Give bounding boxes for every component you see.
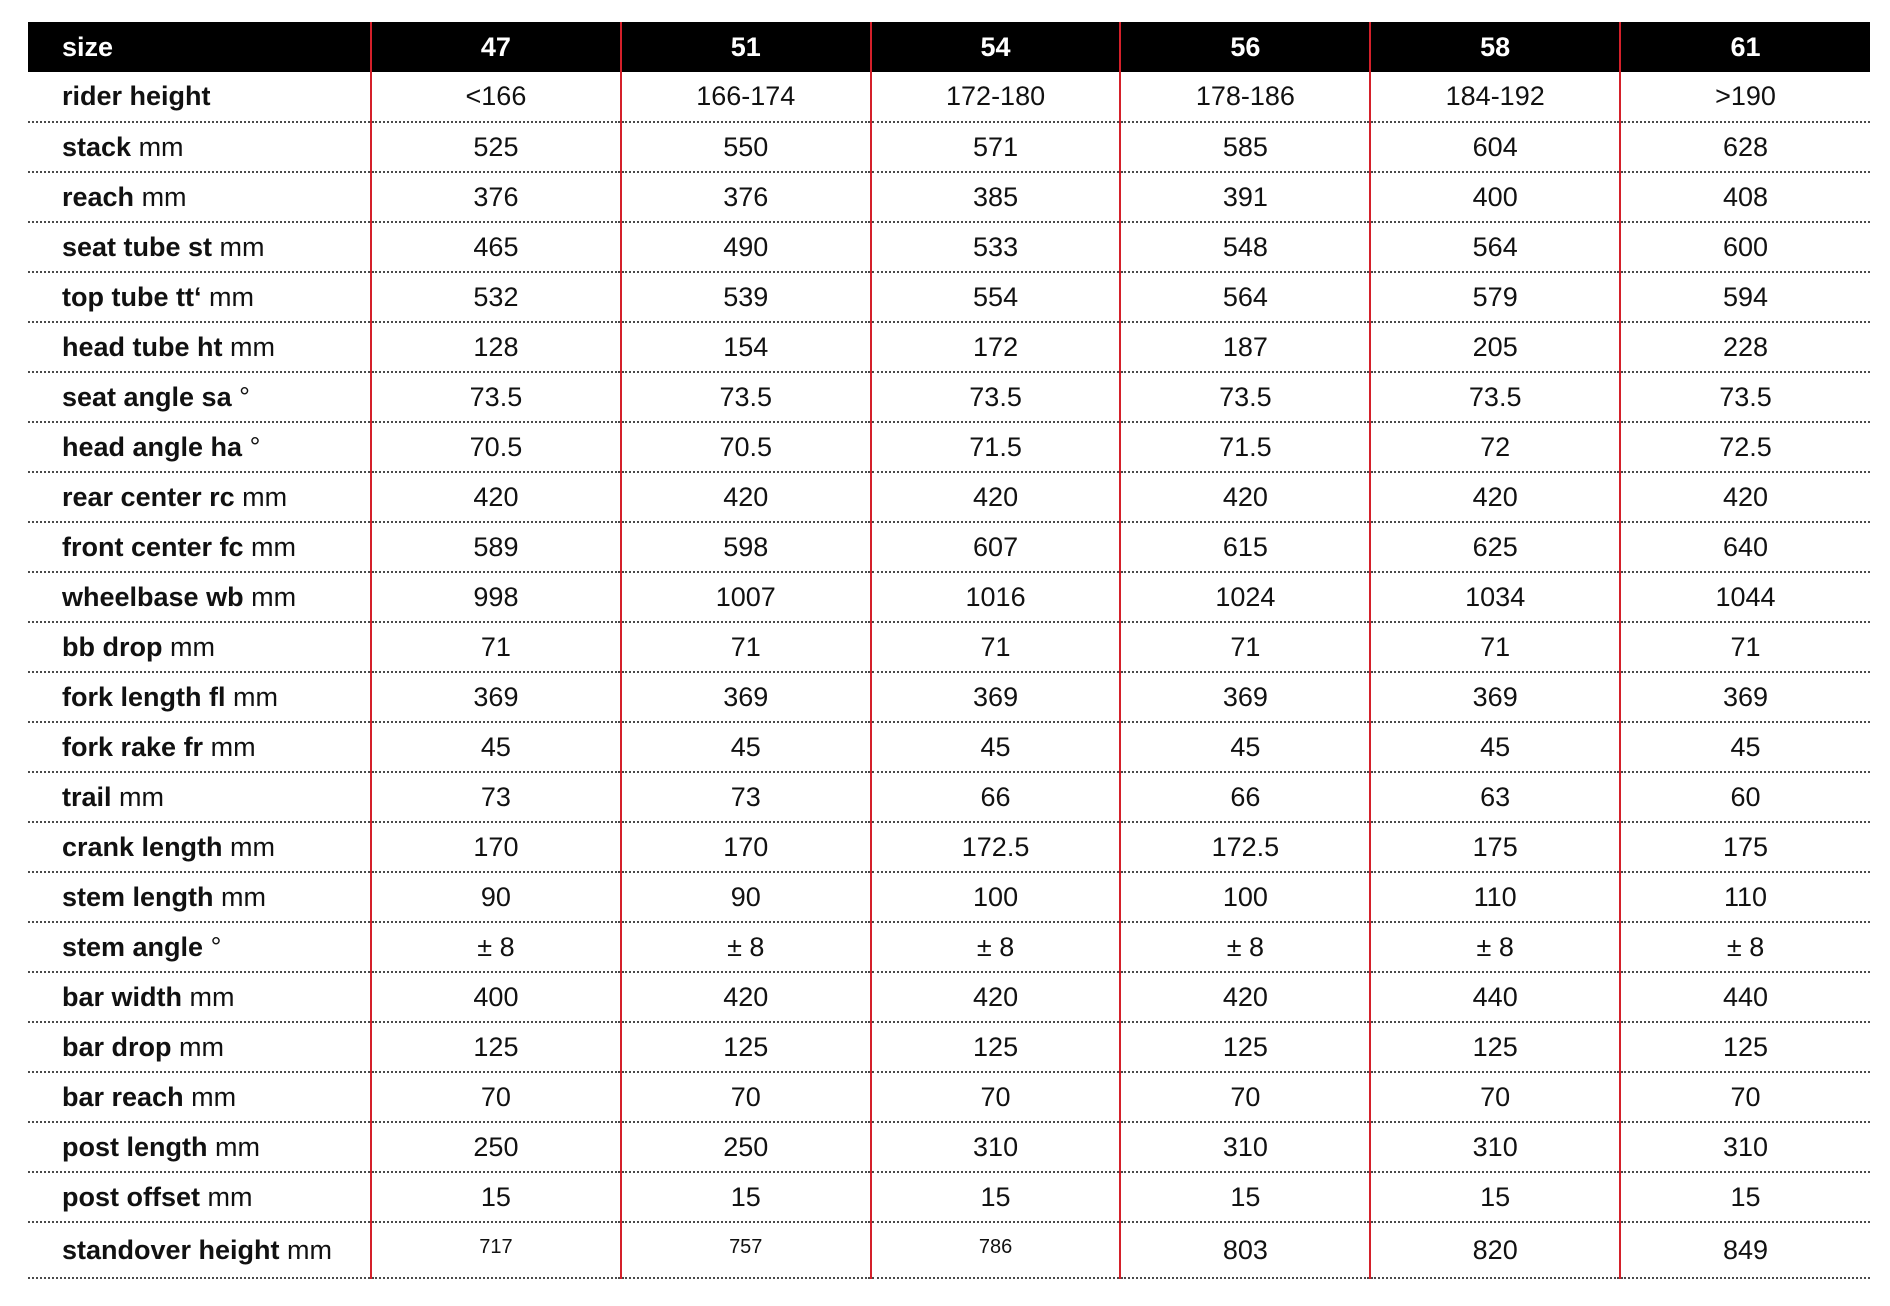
row-label xyxy=(28,322,371,372)
row-label-unit: ° xyxy=(242,431,261,462)
row-label-unit: mm xyxy=(207,1131,260,1162)
value-cell: 369 xyxy=(371,672,621,722)
value-cell: 70 xyxy=(1620,1072,1870,1122)
row-label xyxy=(28,622,371,672)
row-label-unit: mm xyxy=(201,281,254,312)
row-label xyxy=(28,1022,371,1072)
row-label-unit: mm xyxy=(134,181,187,212)
value-cell: 420 xyxy=(1620,472,1870,522)
value-cell: 369 xyxy=(621,672,871,722)
value-cell: 604 xyxy=(1370,122,1620,172)
value-cell: 376 xyxy=(621,172,871,222)
value-cell: 71 xyxy=(871,622,1121,672)
value-cell: 376 xyxy=(371,172,621,222)
value-cell: ± 8 xyxy=(871,922,1121,972)
value-cell: 100 xyxy=(1120,872,1370,922)
row-label-name: seat angle sa xyxy=(62,381,232,412)
value-cell: 1024 xyxy=(1120,572,1370,622)
row-label xyxy=(28,1172,371,1222)
value-cell: 15 xyxy=(371,1172,621,1222)
row-label-name: stem angle xyxy=(62,931,204,962)
table-row xyxy=(28,422,1870,472)
value-cell: 1034 xyxy=(1370,572,1620,622)
value-cell: 60 xyxy=(1620,772,1870,822)
value-cell: 73 xyxy=(621,772,871,822)
table-row xyxy=(28,722,1870,772)
row-label-unit: mm xyxy=(203,731,256,762)
value-cell: 786 xyxy=(871,1222,1121,1278)
value-cell: 594 xyxy=(1620,272,1870,322)
row-label-unit: ° xyxy=(231,381,250,412)
header-size-51: 51 xyxy=(621,22,871,72)
value-cell: 66 xyxy=(1120,772,1370,822)
value-cell: 440 xyxy=(1370,972,1620,1022)
value-cell: 400 xyxy=(1370,172,1620,222)
value-cell: 70.5 xyxy=(621,422,871,472)
value-cell: 803 xyxy=(1120,1222,1370,1278)
value-cell: 1007 xyxy=(621,572,871,622)
row-label-name: bar reach xyxy=(62,1081,184,1112)
value-cell: ± 8 xyxy=(621,922,871,972)
table-row xyxy=(28,1072,1870,1122)
row-label xyxy=(28,922,371,972)
table-row xyxy=(28,572,1870,622)
row-label-unit: mm xyxy=(171,1031,224,1062)
value-cell: 71 xyxy=(1370,622,1620,672)
value-cell: 73.5 xyxy=(871,372,1121,422)
table-body xyxy=(28,72,1870,1278)
value-cell: 1016 xyxy=(871,572,1121,622)
value-cell: 100 xyxy=(871,872,1121,922)
value-cell: 71 xyxy=(371,622,621,672)
value-cell: 615 xyxy=(1120,522,1370,572)
row-label-name: trail xyxy=(62,781,112,812)
row-label-unit: mm xyxy=(234,481,288,512)
row-label-name: fork rake fr xyxy=(62,731,204,762)
table-row xyxy=(28,72,1870,122)
row-label-name: front center fc xyxy=(62,531,244,562)
value-cell: 717 xyxy=(371,1222,621,1278)
header-size-label: size xyxy=(28,22,371,72)
value-cell: 310 xyxy=(871,1122,1121,1172)
row-label-unit: mm xyxy=(182,981,235,1012)
value-cell: 172.5 xyxy=(1120,822,1370,872)
row-label-name: crank length xyxy=(62,831,223,862)
row-label-unit: mm xyxy=(131,131,184,162)
value-cell: 598 xyxy=(621,522,871,572)
table-row xyxy=(28,472,1870,522)
row-label-name: standover height xyxy=(62,1234,280,1265)
row-label xyxy=(28,122,371,172)
row-label-name: top tube tt‘ xyxy=(62,281,202,312)
value-cell: 628 xyxy=(1620,122,1870,172)
value-cell: 128 xyxy=(371,322,621,372)
row-label-unit: mm xyxy=(243,531,297,562)
row-label xyxy=(28,722,371,772)
value-cell: 589 xyxy=(371,522,621,572)
row-label-name: stack xyxy=(62,131,132,162)
value-cell: 548 xyxy=(1120,222,1370,272)
table-row xyxy=(28,222,1870,272)
header-row xyxy=(28,22,1870,72)
value-cell: 45 xyxy=(371,722,621,772)
header-size-58: 58 xyxy=(1370,22,1620,72)
value-cell: 15 xyxy=(1370,1172,1620,1222)
value-cell: 525 xyxy=(371,122,621,172)
value-cell: 250 xyxy=(371,1122,621,1172)
value-cell: 71.5 xyxy=(871,422,1121,472)
table-row xyxy=(28,922,1870,972)
row-label-name: bb drop xyxy=(62,631,163,662)
value-cell: 172-180 xyxy=(871,72,1121,122)
value-cell: <166 xyxy=(371,72,621,122)
value-cell: 554 xyxy=(871,272,1121,322)
row-label-name: fork length fl xyxy=(62,681,226,712)
row-label xyxy=(28,172,371,222)
value-cell: 849 xyxy=(1620,1222,1870,1278)
header-size-61: 61 xyxy=(1620,22,1870,72)
value-cell: 1044 xyxy=(1620,572,1870,622)
value-cell: 15 xyxy=(1620,1172,1870,1222)
row-label-name: head angle ha xyxy=(62,431,243,462)
value-cell: 175 xyxy=(1370,822,1620,872)
value-cell: 178-186 xyxy=(1120,72,1370,122)
row-label-unit: mm xyxy=(222,331,275,362)
value-cell: 490 xyxy=(621,222,871,272)
row-label xyxy=(28,772,371,822)
row-label-unit: mm xyxy=(279,1234,333,1265)
value-cell: 125 xyxy=(1120,1022,1370,1072)
row-label-name: bar width xyxy=(62,981,182,1012)
geometry-table xyxy=(28,22,1870,1279)
value-cell: 391 xyxy=(1120,172,1370,222)
table-row xyxy=(28,822,1870,872)
value-cell: 66 xyxy=(871,772,1121,822)
value-cell: 70.5 xyxy=(371,422,621,472)
row-label-name: bar drop xyxy=(62,1031,172,1062)
value-cell: 310 xyxy=(1120,1122,1370,1172)
value-cell: 45 xyxy=(1370,722,1620,772)
value-cell: 71 xyxy=(621,622,871,672)
value-cell: 420 xyxy=(621,972,871,1022)
value-cell: 369 xyxy=(1620,672,1870,722)
header-size-54: 54 xyxy=(871,22,1121,72)
row-label xyxy=(28,1222,371,1278)
table-row xyxy=(28,622,1870,672)
value-cell: 125 xyxy=(371,1022,621,1072)
table-row xyxy=(28,322,1870,372)
row-label xyxy=(28,522,371,572)
row-label-name: rider height xyxy=(62,81,211,111)
row-label xyxy=(28,1072,371,1122)
value-cell: 420 xyxy=(1120,472,1370,522)
value-cell: 172 xyxy=(871,322,1121,372)
value-cell: 70 xyxy=(371,1072,621,1122)
value-cell: 564 xyxy=(1120,272,1370,322)
row-label-unit: mm xyxy=(212,231,265,262)
value-cell: 71 xyxy=(1120,622,1370,672)
table-row xyxy=(28,1122,1870,1172)
value-cell: 125 xyxy=(1370,1022,1620,1072)
table-header xyxy=(28,22,1870,72)
value-cell: 408 xyxy=(1620,172,1870,222)
value-cell: ± 8 xyxy=(1120,922,1370,972)
table-row xyxy=(28,372,1870,422)
value-cell: 73.5 xyxy=(1370,372,1620,422)
row-label xyxy=(28,972,371,1022)
value-cell: 385 xyxy=(871,172,1121,222)
header-size-47: 47 xyxy=(371,22,621,72)
value-cell: 440 xyxy=(1620,972,1870,1022)
table-row xyxy=(28,872,1870,922)
row-label xyxy=(28,72,371,122)
header-size-56: 56 xyxy=(1120,22,1370,72)
value-cell: 585 xyxy=(1120,122,1370,172)
value-cell: 757 xyxy=(621,1222,871,1278)
row-label-unit: mm xyxy=(213,881,267,912)
value-cell: 550 xyxy=(621,122,871,172)
row-label-name: seat tube st xyxy=(62,231,213,262)
value-cell: 820 xyxy=(1370,1222,1620,1278)
value-cell: 228 xyxy=(1620,322,1870,372)
table-row xyxy=(28,1172,1870,1222)
value-cell: 998 xyxy=(371,572,621,622)
row-label-unit: mm xyxy=(222,831,276,862)
row-label-name: stem length xyxy=(62,881,214,912)
value-cell: 73 xyxy=(371,772,621,822)
row-label-name: wheelbase wb xyxy=(62,581,244,612)
value-cell: 45 xyxy=(1620,722,1870,772)
row-label xyxy=(28,272,371,322)
value-cell: 125 xyxy=(621,1022,871,1072)
table-row xyxy=(28,122,1870,172)
value-cell: 310 xyxy=(1620,1122,1870,1172)
value-cell: 15 xyxy=(871,1172,1121,1222)
value-cell: 70 xyxy=(1120,1072,1370,1122)
row-label-name: head tube ht xyxy=(62,331,223,362)
row-label-unit: mm xyxy=(183,1081,237,1112)
value-cell: >190 xyxy=(1620,72,1870,122)
table-row xyxy=(28,272,1870,322)
value-cell: 420 xyxy=(371,472,621,522)
value-cell: 420 xyxy=(871,472,1121,522)
value-cell: 400 xyxy=(371,972,621,1022)
row-label xyxy=(28,822,371,872)
value-cell: 72.5 xyxy=(1620,422,1870,472)
value-cell: 184-192 xyxy=(1370,72,1620,122)
row-label-unit: mm xyxy=(200,1181,253,1212)
value-cell: 170 xyxy=(621,822,871,872)
value-cell: ± 8 xyxy=(371,922,621,972)
value-cell: 564 xyxy=(1370,222,1620,272)
value-cell: 72 xyxy=(1370,422,1620,472)
row-label-unit: mm xyxy=(243,581,297,612)
row-label-name: rear center rc xyxy=(62,481,235,512)
value-cell: 369 xyxy=(1370,672,1620,722)
value-cell: 166-174 xyxy=(621,72,871,122)
table-row xyxy=(28,772,1870,822)
table-row xyxy=(28,972,1870,1022)
value-cell: 73.5 xyxy=(621,372,871,422)
value-cell: 539 xyxy=(621,272,871,322)
value-cell: 187 xyxy=(1120,322,1370,372)
row-label xyxy=(28,672,371,722)
value-cell: 420 xyxy=(621,472,871,522)
value-cell: 170 xyxy=(371,822,621,872)
row-label-name: post offset xyxy=(62,1181,200,1212)
table-row xyxy=(28,1022,1870,1072)
value-cell: 73.5 xyxy=(1620,372,1870,422)
value-cell: 205 xyxy=(1370,322,1620,372)
value-cell: 607 xyxy=(871,522,1121,572)
row-label-unit: mm xyxy=(162,631,215,662)
value-cell: 175 xyxy=(1620,822,1870,872)
value-cell: 73.5 xyxy=(1120,372,1370,422)
value-cell: 45 xyxy=(621,722,871,772)
row-label-name: post length xyxy=(62,1131,208,1162)
row-label-unit: mm xyxy=(111,781,165,812)
value-cell: 310 xyxy=(1370,1122,1620,1172)
table-row xyxy=(28,672,1870,722)
value-cell: 571 xyxy=(871,122,1121,172)
value-cell: 63 xyxy=(1370,772,1620,822)
row-label xyxy=(28,1122,371,1172)
table-row xyxy=(28,172,1870,222)
value-cell: 125 xyxy=(1620,1022,1870,1072)
value-cell: 71.5 xyxy=(1120,422,1370,472)
value-cell: 420 xyxy=(1370,472,1620,522)
value-cell: 110 xyxy=(1620,872,1870,922)
value-cell: 369 xyxy=(1120,672,1370,722)
value-cell: 125 xyxy=(871,1022,1121,1072)
value-cell: 625 xyxy=(1370,522,1620,572)
value-cell: 70 xyxy=(871,1072,1121,1122)
value-cell: 154 xyxy=(621,322,871,372)
value-cell: ± 8 xyxy=(1620,922,1870,972)
row-label-unit: ° xyxy=(203,931,222,962)
row-label xyxy=(28,372,371,422)
value-cell: 250 xyxy=(621,1122,871,1172)
row-label xyxy=(28,222,371,272)
value-cell: 579 xyxy=(1370,272,1620,322)
value-cell: 640 xyxy=(1620,522,1870,572)
table-row xyxy=(28,1222,1870,1278)
value-cell: 600 xyxy=(1620,222,1870,272)
value-cell: 90 xyxy=(371,872,621,922)
value-cell: 70 xyxy=(621,1072,871,1122)
value-cell: 369 xyxy=(871,672,1121,722)
value-cell: 110 xyxy=(1370,872,1620,922)
value-cell: 532 xyxy=(371,272,621,322)
row-label-unit: mm xyxy=(225,681,278,712)
value-cell: 70 xyxy=(1370,1072,1620,1122)
row-label xyxy=(28,572,371,622)
value-cell: ± 8 xyxy=(1370,922,1620,972)
value-cell: 15 xyxy=(1120,1172,1370,1222)
row-label-name: reach xyxy=(62,181,135,212)
table-row xyxy=(28,522,1870,572)
value-cell: 90 xyxy=(621,872,871,922)
row-label xyxy=(28,872,371,922)
value-cell: 172.5 xyxy=(871,822,1121,872)
value-cell: 533 xyxy=(871,222,1121,272)
value-cell: 45 xyxy=(871,722,1121,772)
row-label xyxy=(28,422,371,472)
value-cell: 420 xyxy=(871,972,1121,1022)
value-cell: 73.5 xyxy=(371,372,621,422)
value-cell: 465 xyxy=(371,222,621,272)
value-cell: 45 xyxy=(1120,722,1370,772)
row-label xyxy=(28,472,371,522)
value-cell: 15 xyxy=(621,1172,871,1222)
value-cell: 420 xyxy=(1120,972,1370,1022)
value-cell: 71 xyxy=(1620,622,1870,672)
